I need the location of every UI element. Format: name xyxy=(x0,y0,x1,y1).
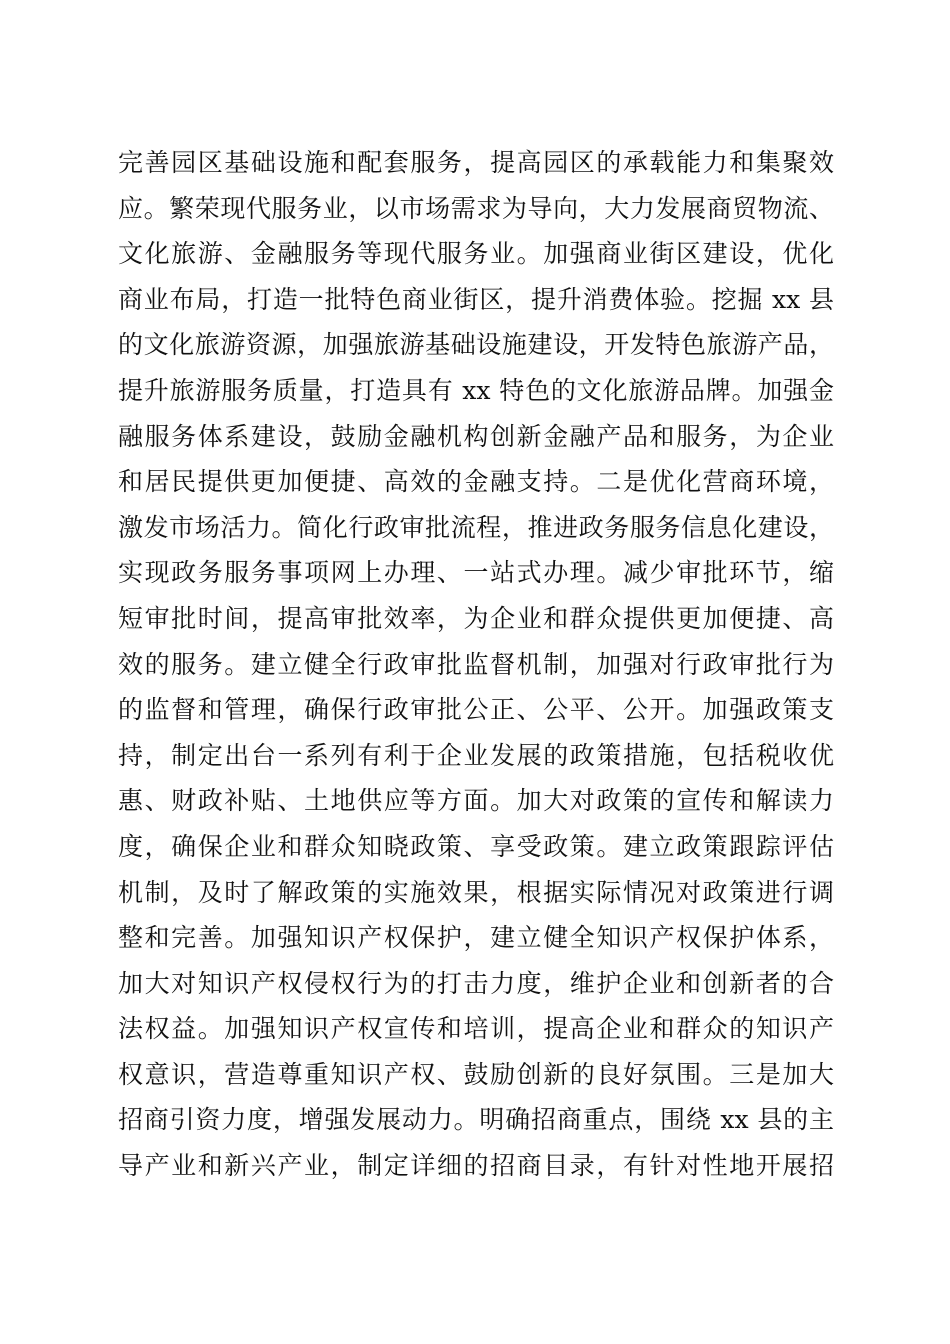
text-line: 和居民提供更加便捷、高效的金融支持。二是优化营商环境， xyxy=(118,467,834,497)
text-line: 招商引资力度，增强发展动力。明确招商重点，围绕 xx 县的主 xyxy=(118,1105,834,1135)
text-line: 机制，及时了解政策的实施效果，根据实际情况对政策进行调 xyxy=(118,877,834,907)
text-line: 融服务体系建设，鼓励金融机构创新金融产品和服务，为企业 xyxy=(118,421,834,451)
text-line: 权意识，营造尊重知识产权、鼓励创新的良好氛围。三是加大 xyxy=(118,1059,834,1089)
text-line: 短审批时间，提高审批效率，为企业和群众提供更加便捷、高 xyxy=(118,603,834,633)
text-line: 完善园区基础设施和配套服务，提高园区的承载能力和集聚效 xyxy=(118,148,834,177)
text-line: 的监督和管理，确保行政审批公正、公平、公开。加强政策支 xyxy=(118,695,834,725)
text-line: 整和完善。加强知识产权保护，建立健全知识产权保护体系， xyxy=(118,923,834,953)
text-line: 度，确保企业和群众知晓政策、享受政策。建立政策跟踪评估 xyxy=(118,831,834,861)
text-line: 惠、财政补贴、土地供应等方面。加大对政策的宣传和解读力 xyxy=(118,786,834,816)
text-line: 持，制定出台一系列有利于企业发展的政策措施，包括税收优 xyxy=(118,740,834,770)
body-text xyxy=(118,140,834,1189)
text-line: 加大对知识产权侵权行为的打击力度，维护企业和创新者的合 xyxy=(118,968,834,998)
text-line: 法权益。加强知识产权宣传和培训，提高企业和群众的知识产 xyxy=(118,1014,834,1044)
text-line: 文化旅游、金融服务等现代服务业。加强商业街区建设，优化 xyxy=(118,239,834,269)
text-line: 应。繁荣现代服务业，以市场需求为导向，大力发展商贸物流、 xyxy=(118,193,834,223)
text-line: 效的服务。建立健全行政审批监督机制，加强对行政审批行为 xyxy=(118,649,834,679)
text-line: 的文化旅游资源，加强旅游基础设施建设，开发特色旅游产品， xyxy=(118,330,834,360)
text-line: 实现政务服务事项网上办理、一站式办理。减少审批环节，缩 xyxy=(118,558,834,588)
text-line: 提升旅游服务质量，打造具有 xx 特色的文化旅游品牌。加强金 xyxy=(118,375,834,405)
text-line: 导产业和新兴产业，制定详细的招商目录，有针对性地开展招 xyxy=(118,1151,834,1181)
text-line: 商业布局，打造一批特色商业街区，提升消费体验。挖掘 xx 县 xyxy=(118,284,834,314)
text-line: 激发市场活力。简化行政审批流程，推进政务服务信息化建设， xyxy=(118,512,834,542)
